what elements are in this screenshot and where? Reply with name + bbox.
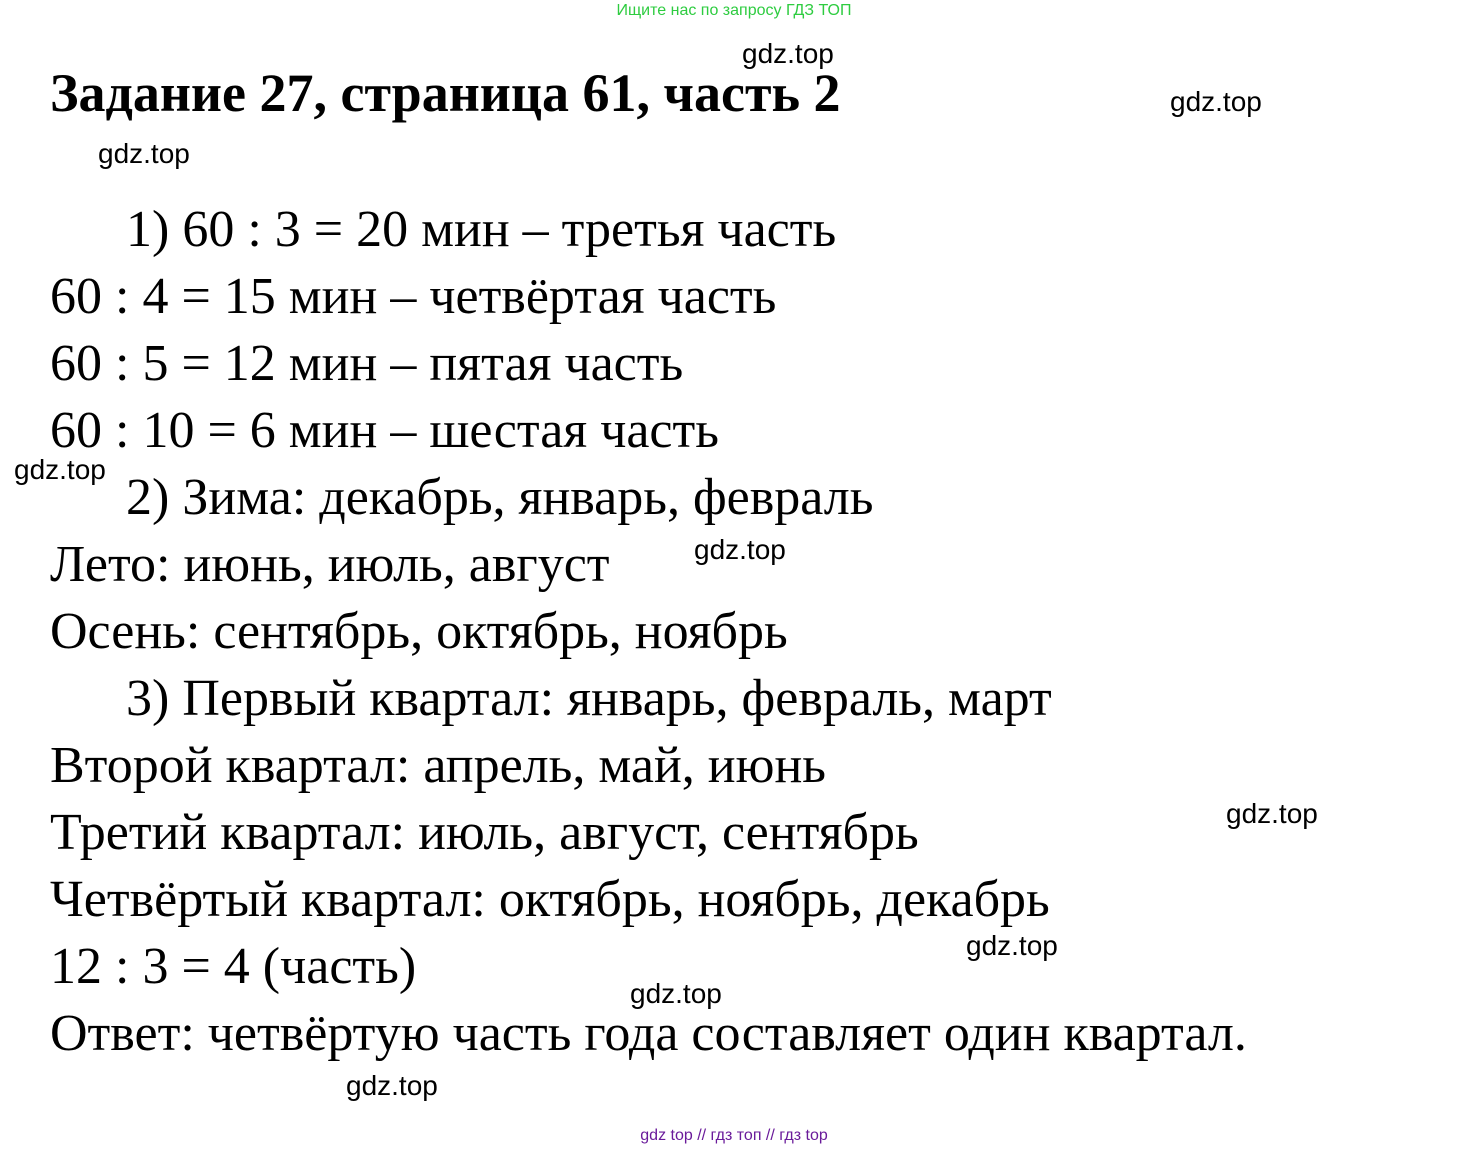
answer-line: Осень: сентябрь, октябрь, ноябрь <box>50 603 788 660</box>
watermark: gdz.top <box>694 534 786 565</box>
watermark: gdz.top <box>966 930 1058 961</box>
watermark: gdz.top <box>1226 798 1318 829</box>
footer-links: gdz top // гдз топ // гдз top <box>640 1127 828 1144</box>
top-banner: Ищите нас по запросу ГДЗ ТОП <box>616 2 852 19</box>
watermark: gdz.top <box>346 1070 438 1101</box>
watermark: gdz.top <box>630 978 722 1009</box>
answer-line: Третий квартал: июль, август, сентябрь <box>50 804 919 861</box>
answer-line: Лето: июнь, июль, август <box>50 536 610 593</box>
answer-line: 60 : 5 = 12 мин – пятая часть <box>50 335 684 392</box>
answer-line: 60 : 4 = 15 мин – четвёртая часть <box>50 268 777 325</box>
answer-line: Ответ: четвёртую часть года составляет один квартал. <box>50 1005 1247 1062</box>
watermark: gdz.top <box>1170 86 1262 117</box>
answer-line: 12 : 3 = 4 (часть) <box>50 938 417 995</box>
answer-line: 2) Зима: декабрь, январь, февраль <box>126 469 874 526</box>
page-title: Задание 27, страница 61, часть 2 <box>50 63 841 123</box>
answer-line: Второй квартал: апрель, май, июнь <box>50 737 827 794</box>
watermark: gdz.top <box>742 38 834 69</box>
watermark: gdz.top <box>14 454 106 485</box>
answer-line: 60 : 10 = 6 мин – шестая часть <box>50 402 719 459</box>
answer-line: 3) Первый квартал: январь, февраль, март <box>126 670 1052 727</box>
answer-line: Четвёртый квартал: октябрь, ноябрь, декабрь <box>50 871 1050 928</box>
watermark: gdz.top <box>98 138 190 169</box>
answer-line: 1) 60 : 3 = 20 мин – третья часть <box>126 201 837 258</box>
